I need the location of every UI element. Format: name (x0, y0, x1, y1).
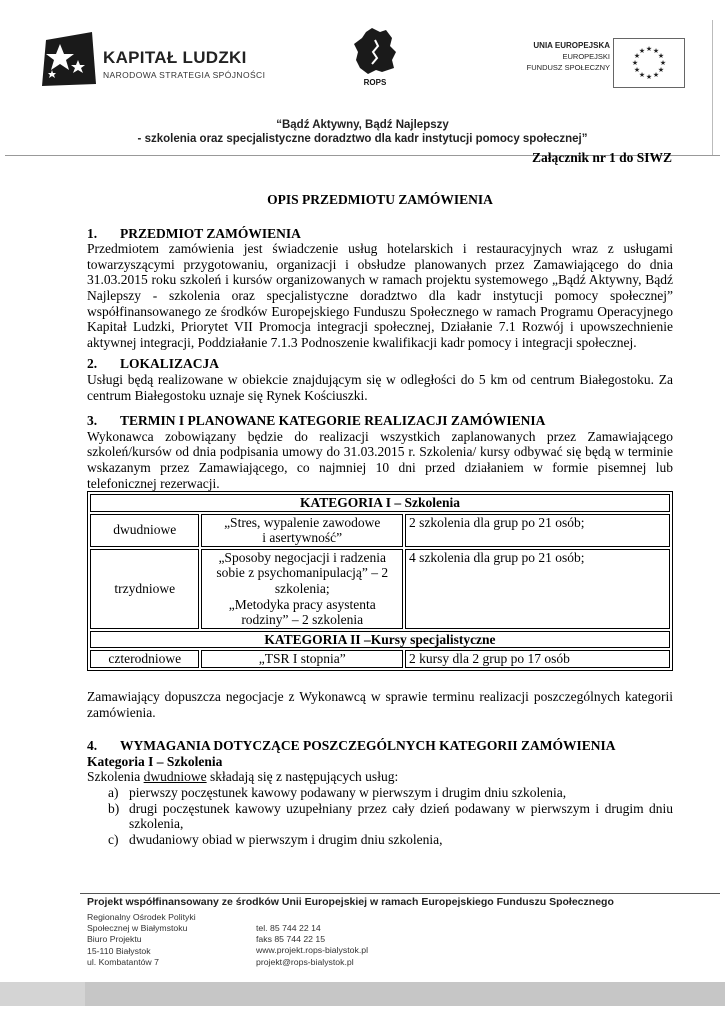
list-item-label: c) (108, 831, 119, 847)
eu-stars-icon (614, 39, 684, 87)
list-item-text: drugi poczęstunek kawowy uzupełniany przez cały dzień podawany w pierwszym i drugim dniu szkolenia, (129, 800, 673, 832)
svg-text:★: ★ (657, 52, 665, 60)
services-list (87, 785, 673, 847)
slogan-line-1: “Bądź Aktywny, Bądź Najlepszy (276, 119, 449, 131)
row-2-topic-line-1: „Sposoby negocjacji i radzenia (218, 549, 387, 565)
row-2-topic-line-4: „Metodyka pracy asystenta (228, 596, 376, 612)
footer-address-line: ul. Kombatantów 7 (87, 956, 159, 967)
list-item-text: pierwszy poczęstunek kawowy podawany w pierwszym i drugim dniu szkolenia, (129, 785, 567, 800)
eu-line-1: UNIA EUROPEJSKA (533, 41, 610, 50)
document-title: OPIS PRZEDMIOTU ZAMÓWIENIA (267, 192, 493, 207)
svg-text:★: ★ (631, 59, 639, 67)
svg-text:★: ★ (638, 47, 646, 55)
section-4-title: WYMAGANIA DOTYCZĄCE POSZCZEGÓLNYCH KATEGORII ZAMÓWIENIA (120, 738, 616, 754)
row-3-count: 2 kursy dla 2 grup po 17 osób (405, 650, 670, 668)
footer-phone: tel. 85 744 22 14 (256, 923, 321, 933)
table-row (90, 549, 670, 629)
row-1-count: 2 szkolenia dla grup po 21 osób; (405, 514, 670, 547)
intro-underlined: dwudniowe (143, 769, 207, 785)
svg-text:★: ★ (652, 47, 660, 55)
table-row (90, 494, 670, 512)
row-1-duration: dwudniowe (90, 514, 199, 547)
rops-label: ROPS (363, 78, 387, 87)
row-1-topic-line-1: „Stres, wypalenie zawodowe (224, 514, 381, 530)
eu-text-block (510, 40, 610, 73)
section-2-text: Usługi będą realizowane w obiekcie znajdującym się w odległości do 5 km od centrum Białegostoku. Za centrum Białegostoku uznaje się Rynek Kościuszki. (87, 371, 673, 403)
table-row (90, 514, 670, 547)
section-1-text: Przedmiotem zamówienia jest świadczenie usług hotelarskich i restauracyjnych wraz z usługami towarzyszącymi przygotowaniu, organizacji i obsłudze planowanych przez Zamawiającego do dnia 31.03.2015 roku szkoleń i kursów organizowanych w ramach projektu systemowego „Bądź Aktywny, Bądź Najlepszy - szkolenia oraz specjalistyczne doradztwo dla kadr instytucji pomocy społecznej” współfinansowanego ze środków Europejskiego Funduszu Społecznego w ramach Programu Operacyjnego Kapitał Ludzki, Priorytet VII Promocja integracji społecznej, Działanie 7.1 Rozwój i upowszechnienie aktywnej integracji, Poddziałanie 7.1.3 Podnoszenie kwalifikacji kadr pomocy i integracji społecznej. (87, 241, 673, 350)
list-item (87, 832, 673, 848)
kapital-ludzki-subtitle: NARODOWA STRATEGIA SPÓJNOŚCI (103, 70, 266, 80)
footer-fax: faks 85 744 22 15 (256, 934, 326, 945)
row-2-duration: trzydniowe (90, 549, 199, 629)
eu-line-3: FUNDUSZ SPOŁECZNY (526, 63, 610, 72)
row-2-count: 4 szkolenia dla grup po 21 osób; (405, 549, 670, 629)
eu-flag (613, 38, 685, 88)
section-4-heading (87, 738, 673, 754)
footer-address (87, 912, 196, 968)
section-2-heading (87, 356, 673, 372)
row-3-duration: czterodniowe (90, 650, 199, 668)
footer-contact (256, 923, 368, 968)
footer-address-line: Regionalny Ośrodek Polityki (87, 912, 196, 922)
slogan-line-2: - szkolenia oraz specjalistyczne doradztwo dla kadr instytucji pomocy społecznej” (137, 133, 588, 145)
svg-text:★: ★ (633, 66, 641, 74)
row-3-topic: „TSR I stopnia” (201, 650, 403, 668)
list-item-label: a) (108, 785, 119, 800)
svg-text:★: ★ (652, 71, 660, 79)
row-1-topic (201, 514, 403, 547)
svg-text:★: ★ (633, 52, 641, 60)
footer-address-line: 15-110 Białystok (87, 945, 151, 956)
kapital-ludzki-emblem-icon (40, 30, 98, 88)
svg-text:★: ★ (645, 73, 653, 81)
category-2-header: KATEGORIA II –Kursy specjalistyczne (90, 631, 670, 649)
footer-address-line: Społecznej w Białymstoku (87, 923, 188, 934)
row-2-topic-line-5: rodziny” – 2 szkolenia (241, 612, 364, 628)
negotiation-text: Zamawiający dopuszcza negocjacje z Wykonawcą w sprawie terminu realizacji poszczególnych kategorii zamówienia. (87, 689, 673, 720)
list-item (87, 801, 673, 832)
section-4-number: 4. (87, 738, 98, 754)
section-2-number: 2. (87, 356, 98, 372)
list-item-label: b) (108, 800, 120, 816)
list-item-text: dwudaniowy obiad w pierwszym i drugim dniu szkolenia, (129, 831, 443, 847)
svg-text:★: ★ (638, 71, 646, 79)
footer-address-line: Biuro Projektu (87, 934, 142, 945)
row-1-topic-line-2: i asertywność” (262, 530, 343, 546)
eu-line-2: EUROPEJSKI (562, 52, 610, 61)
footer-website: www.projekt.rops-bialystok.pl (256, 945, 369, 956)
svg-text:★: ★ (657, 66, 665, 74)
row-2-topic (201, 549, 403, 629)
category-1-intro (87, 769, 673, 785)
section-2-title: LOKALIZACJA (120, 356, 220, 372)
intro-after: składają się z następujących usług: (206, 769, 399, 785)
footer-bar-accent (85, 982, 725, 1006)
rops-map-icon (342, 26, 408, 78)
footer-divider (80, 893, 720, 894)
rops-logo (342, 26, 408, 96)
intro-before: Szkolenia (87, 769, 144, 785)
annex-label: Załącznik nr 1 do SIWZ (531, 150, 672, 165)
table-row (90, 631, 670, 649)
section-1-heading (87, 226, 673, 242)
section-3-text: Wykonawca zobowiązany będzie do realizacji wszystkich zaplanowanych przez Zamawiającego szkoleń/kursów od dnia podpisania umowy do 31.03.2015 r. Szkolenia/ kursy odbywać się będą w terminie wskazanym przez Zamawiającego, co najmniej 10 dni przed działaniem w formie pisemnej lub telefonicznej rezerwacji. (87, 428, 673, 491)
svg-text:★: ★ (659, 59, 667, 67)
category-1-subheading: Kategoria I – Szkolenia (87, 753, 223, 769)
footer-title: Projekt współfinansowany ze środków Unii Europejskiej w ramach Europejskiego Funduszu Społecznego (87, 896, 614, 908)
kapital-ludzki-logo (40, 30, 280, 90)
row-2-topic-line-2: sobie z psychomanipulacją” – 2 (216, 565, 389, 581)
section-3-number: 3. (87, 413, 98, 429)
section-1-title: PRZEDMIOT ZAMÓWIENIA (120, 225, 301, 241)
kapital-ludzki-title: KAPITAŁ LUDZKI (103, 48, 247, 67)
section-3-title: TERMIN I PLANOWANE KATEGORIE REALIZACJI ZAMÓWIENIA (120, 413, 546, 429)
row-2-topic-line-3: szkolenia; (274, 581, 330, 597)
footer-email: projekt@rops-bialystok.pl (256, 956, 354, 967)
project-slogan (0, 118, 725, 146)
section-1-number: 1. (87, 225, 98, 241)
categories-table (87, 491, 673, 671)
category-1-header: KATEGORIA I – Szkolenia (90, 494, 670, 512)
list-item (87, 785, 673, 801)
section-3-heading (87, 413, 673, 429)
document-body (87, 170, 673, 847)
table-row (90, 650, 670, 668)
svg-text:★: ★ (645, 45, 653, 53)
